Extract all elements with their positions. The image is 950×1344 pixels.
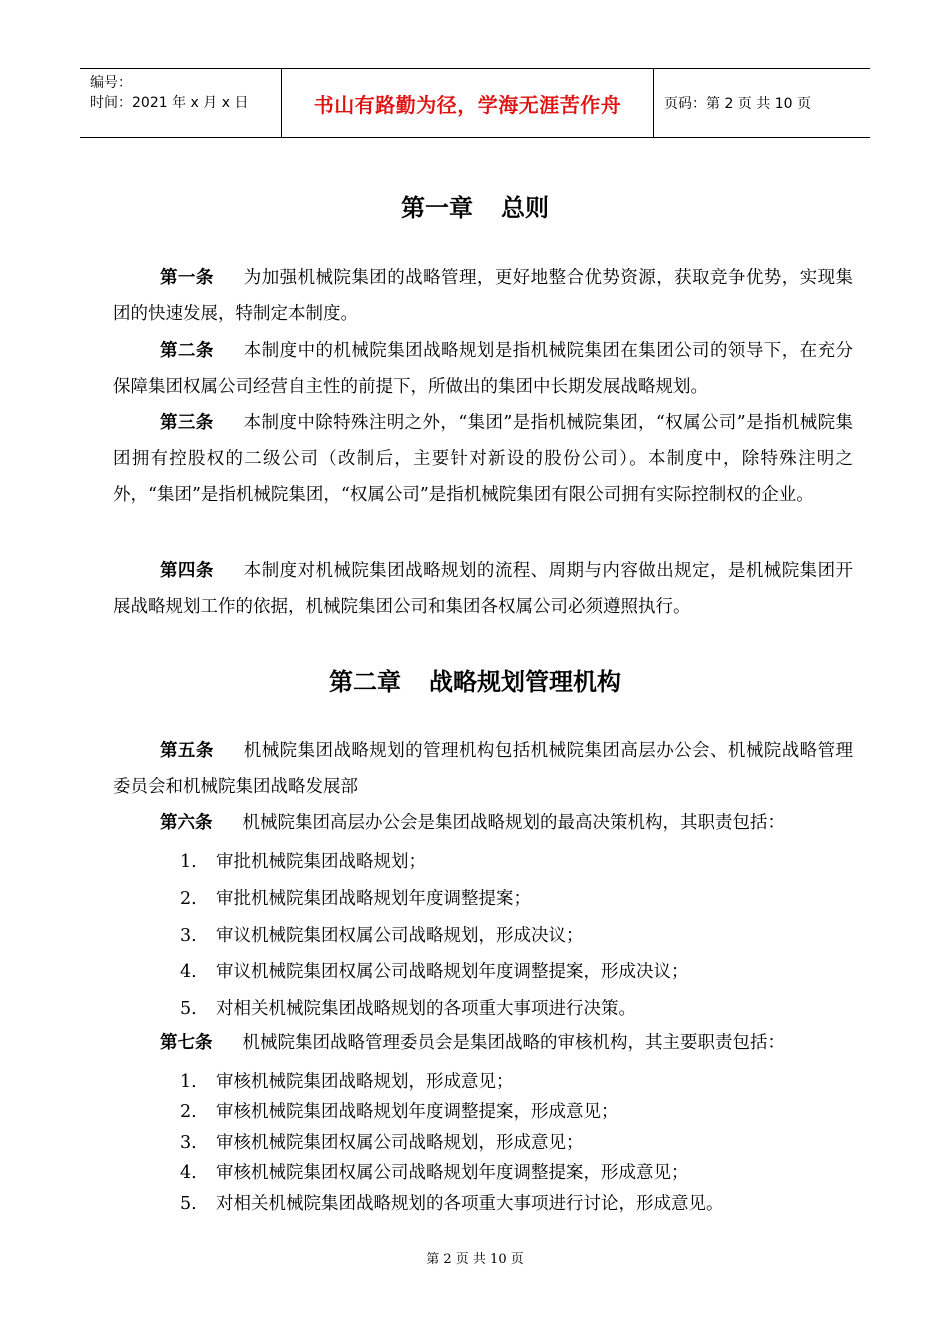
chapter-1-name: 总则 — [501, 194, 549, 222]
list-item: 5. 对相关机械院集团战略规划的各项重大事项进行决策。 — [180, 999, 636, 1019]
list-item: 1. 审核机械院集团战略规划，形成意见； — [180, 1072, 514, 1092]
article-text: 机械院集团高层办公会是集团战略规划的最高决策机构，其职责包括： — [242, 813, 785, 833]
article-label: 第七条 — [160, 1033, 213, 1053]
list-item: 1. 审批机械院集团战略规划； — [180, 852, 426, 872]
article-2 — [113, 333, 853, 405]
document-number-label: 编号： — [90, 75, 132, 91]
article-label: 第一条 — [160, 268, 214, 288]
article-label: 第六条 — [160, 813, 213, 833]
article-text: 为加强机械院集团的战略管理，更好地整合优势资源，获取竞争优势，实现集团的快速发展，特制定本制度。 — [113, 268, 854, 324]
article-4 — [113, 553, 853, 625]
header-meta — [80, 69, 282, 137]
header-motto-cell — [282, 69, 654, 137]
article-text: 本制度对机械院集团战略规划的流程、周期与内容做出规定，是机械院集团开展战略规划工作的依据，机械院集团公司和集团各权属公司必须遵照执行。 — [113, 561, 854, 617]
article-5 — [113, 733, 853, 805]
article-1 — [113, 260, 853, 332]
chapter-1-number: 第一章 — [401, 194, 473, 222]
header-page-info: 页码：第 2 页 共 10 页 — [664, 96, 811, 112]
article-label: 第五条 — [160, 741, 214, 761]
article-3 — [113, 405, 853, 513]
list-item: 3. 审议机械院集团权属公司战略规划，形成决议； — [180, 926, 584, 946]
list-item: 5. 对相关机械院集团战略规划的各项重大事项进行讨论，形成意见。 — [180, 1194, 724, 1214]
document-time-label: 时间：2021 年 x 月 x 日 — [90, 95, 249, 111]
list-item: 2. 审批机械院集团战略规划年度调整提案； — [180, 889, 531, 909]
chapter-2-title — [0, 662, 950, 697]
list-item: 4. 审核机械院集团权属公司战略规划年度调整提案，形成意见； — [180, 1163, 689, 1183]
article-label: 第二条 — [160, 341, 214, 361]
page-footer: 第 2 页 共 10 页 — [426, 1252, 524, 1267]
chapter-2-name: 战略规划管理机构 — [429, 668, 621, 696]
list-item: 4. 审议机械院集团权属公司战略规划年度调整提案，形成决议； — [180, 962, 689, 982]
list-item: 3. 审核机械院集团权属公司战略规划，形成意见； — [180, 1133, 584, 1153]
chapter-1-title — [0, 188, 950, 223]
article-text: 机械院集团战略管理委员会是集团战略的审核机构，其主要职责包括： — [242, 1033, 785, 1053]
list-item: 2. 审核机械院集团战略规划年度调整提案，形成意见； — [180, 1102, 619, 1122]
page-header — [80, 68, 870, 138]
article-text: 本制度中的机械院集团战略规划是指机械院集团在集团公司的领导下，在充分保障集团权属公司经营自主性的前提下，所做出的集团中长期发展战略规划。 — [113, 341, 854, 397]
article-label: 第三条 — [160, 413, 214, 433]
article-label: 第四条 — [160, 561, 214, 581]
header-motto: 书山有路勤为径，学海无涯苦作舟 — [313, 92, 622, 117]
article-7 — [113, 1025, 853, 1061]
article-text: 机械院集团战略规划的管理机构包括机械院集团高层办公会、机械院战略管理委员会和机械院集团战略发展部 — [113, 741, 854, 797]
article-text: 本制度中除特殊注明之外，“集团”是指机械院集团，“权属公司”是指机械院集团拥有控股权的二级公司（改制后，主要针对新设的股份公司）。本制度中，除特殊注明之外，“集团”是指机械院集团，“权属公司”是指机械院集团有限公司拥有实际控制权的企业。 — [113, 413, 853, 505]
article-6 — [113, 805, 853, 841]
chapter-2-number: 第二章 — [329, 668, 401, 696]
